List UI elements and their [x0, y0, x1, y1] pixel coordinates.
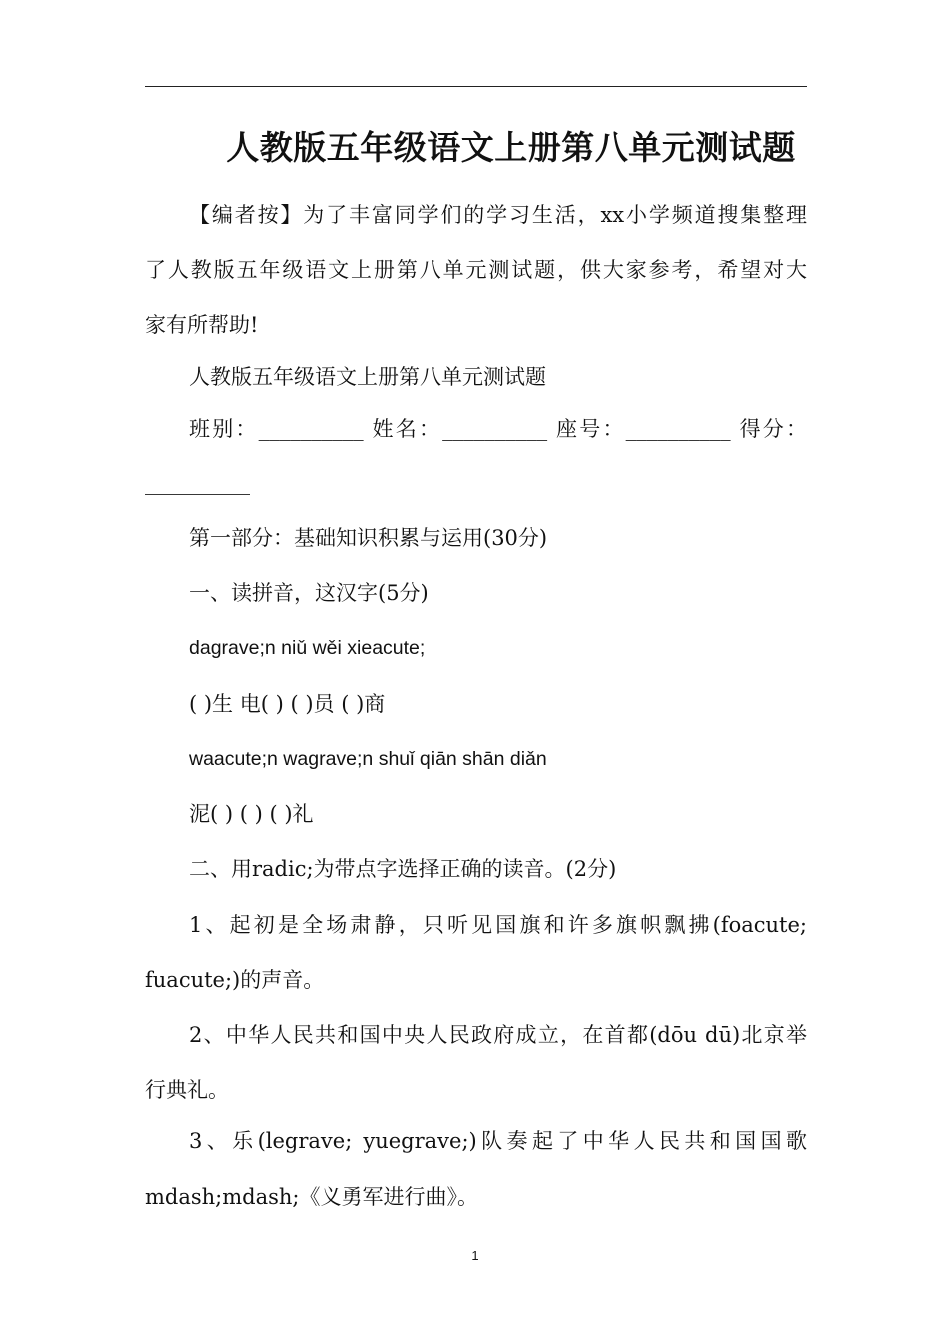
q2-item-2-line-1: 2、中华人民共和国中央人民政府成立，在首都(dōu dū)北京举: [189, 1023, 807, 1047]
info-line-1: 班别：__________ 姓名：__________ 座号：__________ 得分：: [189, 417, 807, 441]
q1-pinyin-2: waacute;n wagrave;n shuǐ qiān shān diǎn: [189, 748, 547, 770]
part1-heading: 第一部分：基础知识积累与运用(30分): [189, 526, 548, 550]
q1-heading: 一、读拼音，这汉字(5分): [189, 581, 429, 605]
q2-item-3-line-1: 3、乐(legrave; yuegrave;)队奏起了中华人民共和国国歌: [189, 1129, 807, 1153]
subtitle: 人教版五年级语文上册第八单元测试题: [189, 365, 546, 389]
header-rule: [145, 86, 807, 87]
q1-row-2: 泥( ) ( ) ( )礼: [189, 802, 314, 826]
intro-line-2: 了人教版五年级语文上册第八单元测试题，供大家参考，希望对大: [145, 258, 807, 282]
q2-item-2-line-2: 行典礼。: [145, 1078, 229, 1102]
q2-item-1-line-1: 1、起初是全场肃静，只听见国旗和许多旗帜飘拂(foacute;: [189, 913, 807, 937]
page-number: 1: [471, 1248, 479, 1263]
q2-item-1-line-2: fuacute;)的声音。: [145, 968, 325, 992]
intro-line-3: 家有所帮助!: [145, 313, 259, 337]
info-line-2: __________: [145, 471, 250, 495]
q1-pinyin-1: dagrave;n niǔ wěi xieacute;: [189, 637, 426, 659]
q2-item-3-line-2: mdash;mdash;《义勇军进行曲》。: [145, 1185, 479, 1209]
intro-line-1: 【编者按】为了丰富同学们的学习生活，xx小学频道搜集整理: [189, 203, 807, 227]
q2-heading: 二、用radic;为带点字选择正确的读音。(2分): [189, 857, 617, 881]
page-title: 人教版五年级语文上册第八单元测试题: [226, 128, 796, 167]
q1-row-1: ( )生 电( ) ( )员 ( )商: [189, 692, 386, 716]
